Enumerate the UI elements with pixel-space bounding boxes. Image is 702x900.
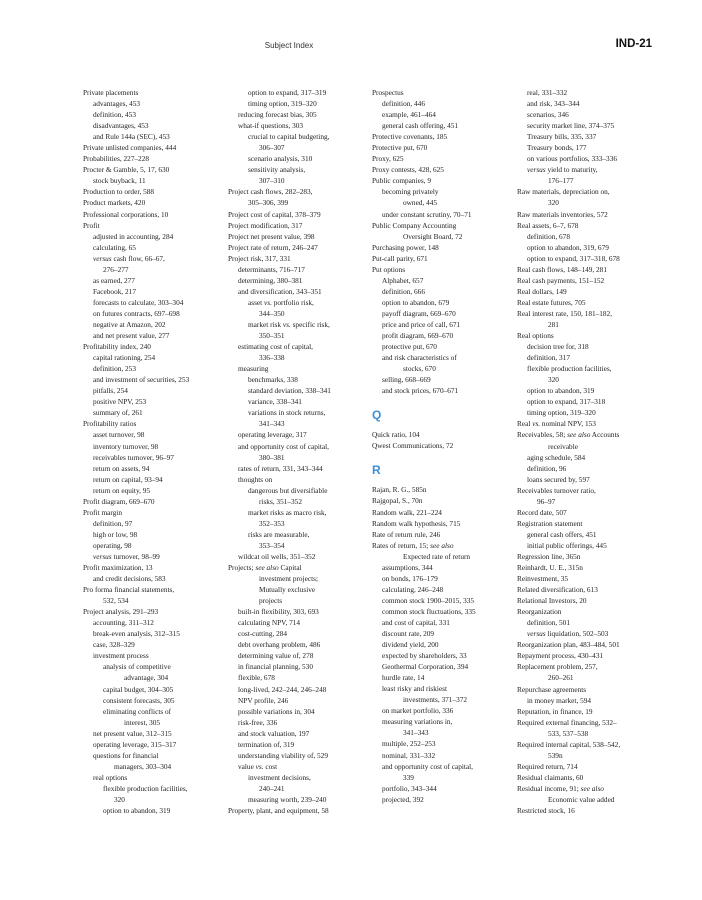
index-entry: Project analysis, 291–293 [83, 607, 159, 617]
index-subentry: definition, 446 [382, 99, 425, 109]
index-subentry: definition, 666 [382, 286, 425, 296]
index-entry: Projects; see also Capital [228, 563, 302, 573]
index-entry: Related diversification, 613 [517, 585, 598, 595]
index-subentry: general cash offering, 451 [382, 121, 459, 131]
index-subentry: 96–97 [537, 496, 556, 506]
index-entry: Public companies, 9 [372, 176, 431, 186]
page-number: IND-21 [615, 38, 652, 50]
index-subentry: determining, 380–381 [238, 275, 303, 285]
index-entry: Required internal capital, 538–542, [517, 739, 621, 749]
index-entry: Real cash payments, 151–152 [517, 275, 605, 285]
index-subentry: break-even analysis, 312–315 [93, 629, 180, 639]
index-entry: Real dollars, 149 [517, 286, 567, 296]
index-subentry: option to expand, 317–318, 678 [527, 253, 620, 263]
index-entry: Project risk, 317, 331 [228, 253, 291, 263]
index-entry: Rajan, R. G., 585n [372, 485, 427, 495]
index-subentry: asset turnover, 98 [93, 430, 145, 440]
index-subentry: becoming privately [382, 187, 439, 197]
index-entry: Private placements [83, 88, 139, 97]
index-subentry: 539n [548, 750, 563, 760]
index-entry: Residual claimants, 60 [517, 772, 584, 782]
index-entry: Raw materials, depreciation on, [517, 187, 610, 197]
index-subentry: estimating cost of capital, [238, 342, 313, 352]
index-subentry: owned, 445 [403, 198, 438, 208]
index-subentry: NPV profile, 246 [238, 695, 289, 705]
index-subentry: 380–381 [259, 452, 285, 462]
index-entry: Reputation, in finance, 19 [517, 706, 593, 716]
index-subentry: questions for financial [93, 750, 159, 760]
index-entry: Proxy contests, 428, 625 [372, 165, 444, 175]
index-subentry: option to expand, 317–319 [248, 88, 327, 97]
index-subentry: Geothermal Corporation, 394 [382, 662, 469, 672]
index-entry: Reorganization [517, 607, 562, 617]
index-subentry: definition, 453 [93, 110, 136, 120]
index-subentry: positive NPV, 253 [93, 397, 147, 407]
index-subentry: and stock prices, 670–671 [382, 386, 459, 396]
index-entry: Random walk, 221–224 [372, 507, 442, 517]
index-subentry: definition, 317 [527, 353, 570, 363]
index-subentry: investments, 371–372 [403, 695, 468, 705]
index-subentry: protective put, 670 [382, 342, 437, 352]
index-subentry: thoughts on [238, 474, 273, 484]
index-subentry: wildcat oil wells, 351–352 [238, 551, 316, 561]
index-entry: Project cash flows, 282–283, [228, 187, 313, 197]
index-subentry: definition, 96 [527, 463, 567, 473]
index-subentry: 533, 537–538 [548, 728, 589, 738]
index-entry: Procter & Gamble, 5, 17, 630 [83, 165, 170, 175]
index-subentry: and net present value, 277 [93, 331, 170, 341]
index-subentry: under constant scrutiny, 70–71 [382, 209, 472, 219]
index-subentry: sensitivity analysis, [248, 165, 306, 175]
index-entry: Reinvestment, 35 [517, 574, 569, 584]
index-subentry: risk-free, 336 [238, 717, 278, 727]
index-subentry: 339 [403, 772, 414, 782]
index-entry: Property, plant, and equipment, 58 [228, 806, 329, 816]
index-subentry: operating leverage, 315–317 [93, 739, 177, 749]
index-subentry: option to abandon, 679 [382, 297, 450, 307]
index-subentry: stocks, 670 [403, 364, 436, 374]
index-subentry: common stock 1900–2015, 335 [382, 595, 475, 605]
index-subentry: 307–310 [259, 176, 285, 186]
index-subentry: 260–261 [548, 673, 574, 683]
index-subentry: operating, 98 [93, 540, 132, 550]
index-entry: Profitability index, 240 [83, 342, 151, 352]
index-subentry: inventory turnover, 98 [93, 441, 159, 451]
index-subentry: investment decisions, [248, 772, 311, 782]
index-subentry: return on capital, 93–94 [93, 474, 163, 484]
index-subentry: determining value of, 278 [238, 651, 314, 661]
index-subentry: aging schedule, 584 [527, 452, 586, 462]
index-subentry: security market line, 374–375 [527, 121, 615, 131]
index-subentry: assumptions, 344 [382, 562, 433, 572]
index-subentry: common stock fluctuations, 335 [382, 606, 476, 616]
index-entry: Relational Investors, 20 [517, 596, 587, 606]
index-subentry: dividend yield, 200 [382, 640, 439, 650]
index-subentry: market risks as macro risk, [248, 507, 327, 517]
index-subentry: return on equity, 95 [93, 485, 151, 495]
index-subentry: scenarios, 346 [527, 110, 569, 120]
index-subentry: versus liquidation, 502–503 [527, 629, 609, 639]
index-entry: Protective put, 670 [372, 143, 428, 153]
index-subentry: adjusted in accounting, 284 [93, 231, 174, 241]
index-subentry: capital rationing, 254 [93, 353, 156, 363]
index-entry: Repurchase agreements [517, 684, 587, 694]
index-subentry: high or low, 98 [93, 529, 138, 539]
index-entry: Raw materials inventories, 572 [517, 209, 608, 219]
index-entry: Restricted stock, 16 [517, 806, 575, 816]
index-subentry: accounting, 311–312 [93, 618, 154, 628]
index-subentry: versus turnover, 98–99 [93, 551, 160, 561]
index-entry: Regression line, 365n [517, 551, 581, 561]
index-subentry: and opportunity cost of capital, [382, 761, 473, 771]
index-entry: Real vs. nominal NPV, 153 [517, 419, 596, 429]
section-letter: Q [372, 408, 382, 423]
index-subentry: 320 [114, 795, 125, 804]
index-entry: Reinhardt, U. E., 315n [517, 563, 583, 573]
index-subentry: as earned, 277 [93, 275, 135, 285]
index-subentry: general cash offers, 451 [527, 529, 597, 539]
index-subentry: option to abandon, 319, 679 [527, 242, 609, 252]
index-subentry: measuring [238, 364, 269, 374]
index-entry: Random walk hypothesis, 715 [372, 518, 461, 528]
index-entry: Reorganization plan, 483–484, 501 [517, 640, 620, 650]
index-subentry: benchmarks, 338 [248, 375, 298, 385]
index-subentry: calculating, 246–248 [382, 584, 444, 594]
index-subentry: risks, 351–352 [259, 496, 302, 506]
index-subentry: 336–338 [259, 353, 285, 363]
index-entry: Receivables turnover ratio, [517, 485, 596, 495]
index-subentry: 176–177 [548, 176, 574, 186]
index-subentry: Economic value added [548, 795, 615, 804]
index-column-4 [517, 87, 667, 816]
index-subentry: reducing forecast bias, 305 [238, 110, 317, 120]
index-subentry: 305–306, 399 [248, 198, 289, 208]
index-subentry: and credit decisions, 583 [93, 574, 166, 584]
index-subentry: analysis of competitive [103, 662, 171, 672]
index-subentry: and risk, 343–344 [527, 99, 580, 109]
index-entry: Required external financing, 532– [517, 717, 617, 727]
index-entry: Quick ratio, 104 [372, 430, 420, 440]
index-subentry: loans secured by, 597 [527, 474, 590, 484]
index-entry: Real options [517, 331, 554, 341]
index-subentry: real, 331–332 [527, 88, 568, 97]
index-subentry: 352–353 [259, 518, 285, 528]
index-subentry: multiple, 252–253 [382, 739, 436, 749]
index-subentry: standard deviation, 338–341 [248, 386, 331, 396]
index-entry: Residual income, 91; see also [517, 783, 604, 793]
section-letter: R [372, 463, 381, 478]
index-subentry: disadvantages, 453 [93, 121, 149, 131]
index-entry: Prospectus [372, 88, 404, 97]
index-entry: Profit maximization, 13 [83, 563, 153, 573]
index-subentry: what-if questions, 303 [238, 121, 304, 131]
index-entry: Real interest rate, 150, 181–182, [517, 308, 613, 318]
index-entry: Public Company Accounting [372, 220, 457, 230]
index-subentry: scenario analysis, 310 [248, 154, 313, 164]
index-subentry: long-lived, 242–244, 246–248 [238, 684, 327, 694]
index-subentry: crucial to capital budgeting, [248, 132, 330, 142]
index-subentry: 276–277 [103, 264, 129, 274]
index-entry: Profit diagram, 669–670 [83, 496, 155, 506]
index-subentry: discount rate, 209 [382, 629, 435, 639]
index-subentry: initial public offerings, 445 [527, 540, 607, 550]
index-subentry: real options [93, 772, 128, 782]
index-subentry: Facebook, 217 [93, 286, 136, 296]
index-subentry: versus yield to maturity, [527, 165, 598, 175]
index-subentry: advantage, 304 [124, 673, 169, 683]
index-subentry: Alphabet, 657 [382, 275, 424, 285]
index-subentry: measuring worth, 239–240 [248, 795, 327, 804]
index-subentry: projected, 392 [382, 794, 424, 804]
index-entry: Profit margin [83, 507, 122, 517]
index-entry: Private unlisted companies, 444 [83, 143, 177, 153]
index-subentry: option to abandon, 319 [103, 806, 171, 816]
index-subentry: 532, 534 [103, 596, 129, 606]
index-entry: Probabilities, 227–228 [83, 154, 150, 164]
index-subentry: and risk characteristics of [382, 353, 457, 363]
index-subentry: receivable [548, 441, 578, 451]
index-subentry: possible variations in, 304 [238, 706, 315, 716]
index-subentry: versus cash flow, 66–67, [93, 253, 165, 263]
index-subentry: 320 [548, 375, 559, 385]
index-entry: Required return, 714 [517, 761, 578, 771]
index-column-3 [372, 87, 522, 805]
page-header-title: Subject Index [264, 41, 314, 50]
index-subentry: 353–354 [259, 540, 285, 550]
index-subentry: nominal, 331–332 [382, 750, 436, 760]
index-subentry: net present value, 312–315 [93, 728, 172, 738]
index-subentry: 341–343 [259, 419, 285, 429]
index-subentry: market risk vs. specific risk, [248, 319, 330, 329]
index-entry: Receivables, 58; see also Accounts [517, 430, 620, 440]
index-entry: Real estate futures, 705 [517, 297, 586, 307]
index-subentry: Expected rate of return [403, 551, 471, 561]
index-column-1 [83, 87, 233, 816]
index-entry: Put-call parity, 671 [372, 253, 428, 263]
index-subentry: in money market, 594 [527, 695, 592, 705]
index-subentry: 306–307 [259, 143, 285, 153]
index-subentry: least risky and riskiest [382, 684, 448, 694]
index-subentry: in financial planning, 530 [238, 662, 313, 672]
index-subentry: definition, 678 [527, 231, 570, 241]
index-entry: Professional corporations, 10 [83, 209, 169, 219]
index-entry: Product markets, 420 [83, 198, 146, 208]
index-entry: Proxy, 625 [372, 154, 404, 164]
index-subentry: negative at Amazon, 202 [93, 319, 166, 329]
index-subentry: asset vs. portfolio risk, [248, 297, 314, 307]
index-entry: Registration statement [517, 518, 583, 528]
index-entry: Replacement problem, 257, [517, 662, 598, 672]
index-subentry: Treasury bills, 335, 337 [527, 132, 597, 142]
index-subentry: determinants, 716–717 [238, 264, 305, 274]
index-subentry: interest, 305 [124, 717, 161, 727]
index-subentry: price and price of call, 671 [382, 319, 461, 329]
index-entry: Repayment process, 430–431 [517, 651, 604, 661]
index-entry: Profitability ratios [83, 419, 137, 429]
index-entry: Record date, 507 [517, 507, 567, 517]
index-subentry: on various portfolios, 333–336 [527, 154, 617, 164]
index-subentry: selling, 668–669 [382, 375, 431, 385]
index-subentry: managers, 303–304 [114, 761, 172, 771]
index-subentry: option to abandon, 319 [527, 386, 595, 396]
index-subentry: expected by shareholders, 33 [382, 651, 467, 661]
index-entry: Rajgopal, S., 70n [372, 496, 423, 506]
index-subentry: calculating NPV, 714 [238, 618, 301, 628]
index-subentry: investment process [93, 651, 149, 661]
index-entry: Profit [83, 220, 100, 230]
index-subentry: 344–350 [259, 308, 285, 318]
index-subentry: return on assets, 94 [93, 463, 150, 473]
index-subentry: definition, 501 [527, 618, 570, 628]
index-subentry: timing option, 319–320 [527, 408, 596, 418]
index-subentry: 350–351 [259, 331, 285, 341]
index-subentry: advantages, 453 [93, 99, 141, 109]
index-subentry: cost-cutting, 284 [238, 629, 288, 639]
index-subentry: flexible production facilities, [103, 783, 188, 793]
index-subentry: rates of return, 331, 343–344 [238, 463, 323, 473]
index-subentry: on bonds, 176–179 [382, 573, 438, 583]
index-entry: Project rate of return, 246–247 [228, 242, 318, 252]
index-subentry: and cost of capital, 331 [382, 617, 450, 627]
index-entry: Real assets, 6–7, 678 [517, 220, 579, 230]
index-entry: Protective covenants, 185 [372, 132, 448, 142]
index-subentry: eliminating conflicts of [103, 706, 172, 716]
index-subentry: understanding viability of, 529 [238, 750, 328, 760]
index-subentry: option to expand, 317–318 [527, 397, 606, 407]
index-entry: Real cash flows, 148–149, 281 [517, 264, 607, 274]
index-subentry: 341–343 [403, 728, 429, 738]
index-subentry: capital budget, 304–305 [103, 684, 174, 694]
index-entry: Purchasing power, 148 [372, 242, 439, 252]
index-entry: Project net present value, 398 [228, 231, 315, 241]
index-subentry: definition, 253 [93, 364, 136, 374]
index-entry: Pro forma financial statements, [83, 585, 175, 595]
index-subentry: and diversification, 343–351 [238, 286, 322, 296]
index-subentry: operating leverage, 317 [238, 430, 307, 440]
index-subentry: payoff diagram, 669–670 [382, 308, 456, 318]
index-subentry: flexible, 678 [238, 673, 275, 683]
index-subentry: hurdle rate, 14 [382, 673, 425, 683]
index-subentry: investment projects; [259, 574, 318, 584]
index-subentry: and Rule 144a (SEC), 453 [93, 132, 170, 142]
index-subentry: portfolio, 343–344 [382, 783, 437, 793]
index-entry: Rate of return rule, 246 [372, 529, 441, 539]
index-subentry: definition, 97 [93, 518, 133, 528]
index-subentry: 320 [548, 198, 559, 208]
index-subentry: case, 328–329 [93, 640, 135, 650]
index-subentry: Treasury bonds, 177 [527, 143, 587, 153]
index-subentry: Mutually exclusive [259, 585, 316, 595]
index-column-2 [228, 87, 378, 816]
index-subentry: stock buyback, 11 [93, 176, 146, 186]
index-subentry: and opportunity cost of capital, [238, 441, 329, 451]
index-subentry: example, 461–464 [382, 110, 436, 120]
index-subentry: calculating, 65 [93, 242, 136, 252]
index-subentry: 281 [548, 319, 559, 329]
index-subentry: debt overhang problem, 486 [238, 640, 321, 650]
index-subentry: on market portfolio, 336 [382, 706, 454, 716]
index-subentry: 240–241 [259, 783, 285, 793]
index-subentry: receivables turnover, 96–97 [93, 452, 174, 462]
index-subentry: consistent forecasts, 305 [103, 695, 175, 705]
index-subentry: forecasts to calculate, 303–304 [93, 297, 184, 307]
index-subentry: summary of, 261 [93, 408, 143, 418]
index-subentry: flexible production facilities, [527, 364, 612, 374]
index-entry: Qwest Communications, 72 [372, 441, 454, 451]
index-subentry: and stock valuation, 197 [238, 728, 310, 738]
index-subentry: termination of, 319 [238, 739, 295, 749]
index-entry: Put options [372, 264, 406, 274]
index-subentry: on futures contracts, 697–698 [93, 308, 180, 318]
index-entry: Project modification, 317 [228, 220, 303, 230]
index-subentry: dangerous but diversifiable [248, 485, 328, 495]
index-subentry: pitfalls, 254 [93, 386, 128, 396]
index-entry: Production to order, 588 [83, 187, 155, 197]
index-subentry: measuring variations in, [382, 717, 453, 727]
index-entry: Rates of return, 15; see also [372, 540, 454, 550]
index-subentry: risks are measurable, [248, 529, 310, 539]
index-subentry: and investment of securities, 253 [93, 375, 190, 385]
index-subentry: projects [259, 596, 283, 606]
index-subentry: variations in stock returns, [248, 408, 326, 418]
index-entry: Project cost of capital, 378–379 [228, 209, 321, 219]
index-subentry: value vs. cost [238, 761, 278, 771]
index-subentry: variance, 338–341 [248, 397, 302, 407]
index-subentry: Oversight Board, 72 [403, 231, 463, 241]
index-subentry: timing option, 319–320 [248, 99, 317, 109]
index-subentry: decision tree for, 318 [527, 342, 589, 352]
index-subentry: built-in flexibility, 303, 693 [238, 607, 319, 617]
index-subentry: profit diagram, 669–670 [382, 331, 454, 341]
